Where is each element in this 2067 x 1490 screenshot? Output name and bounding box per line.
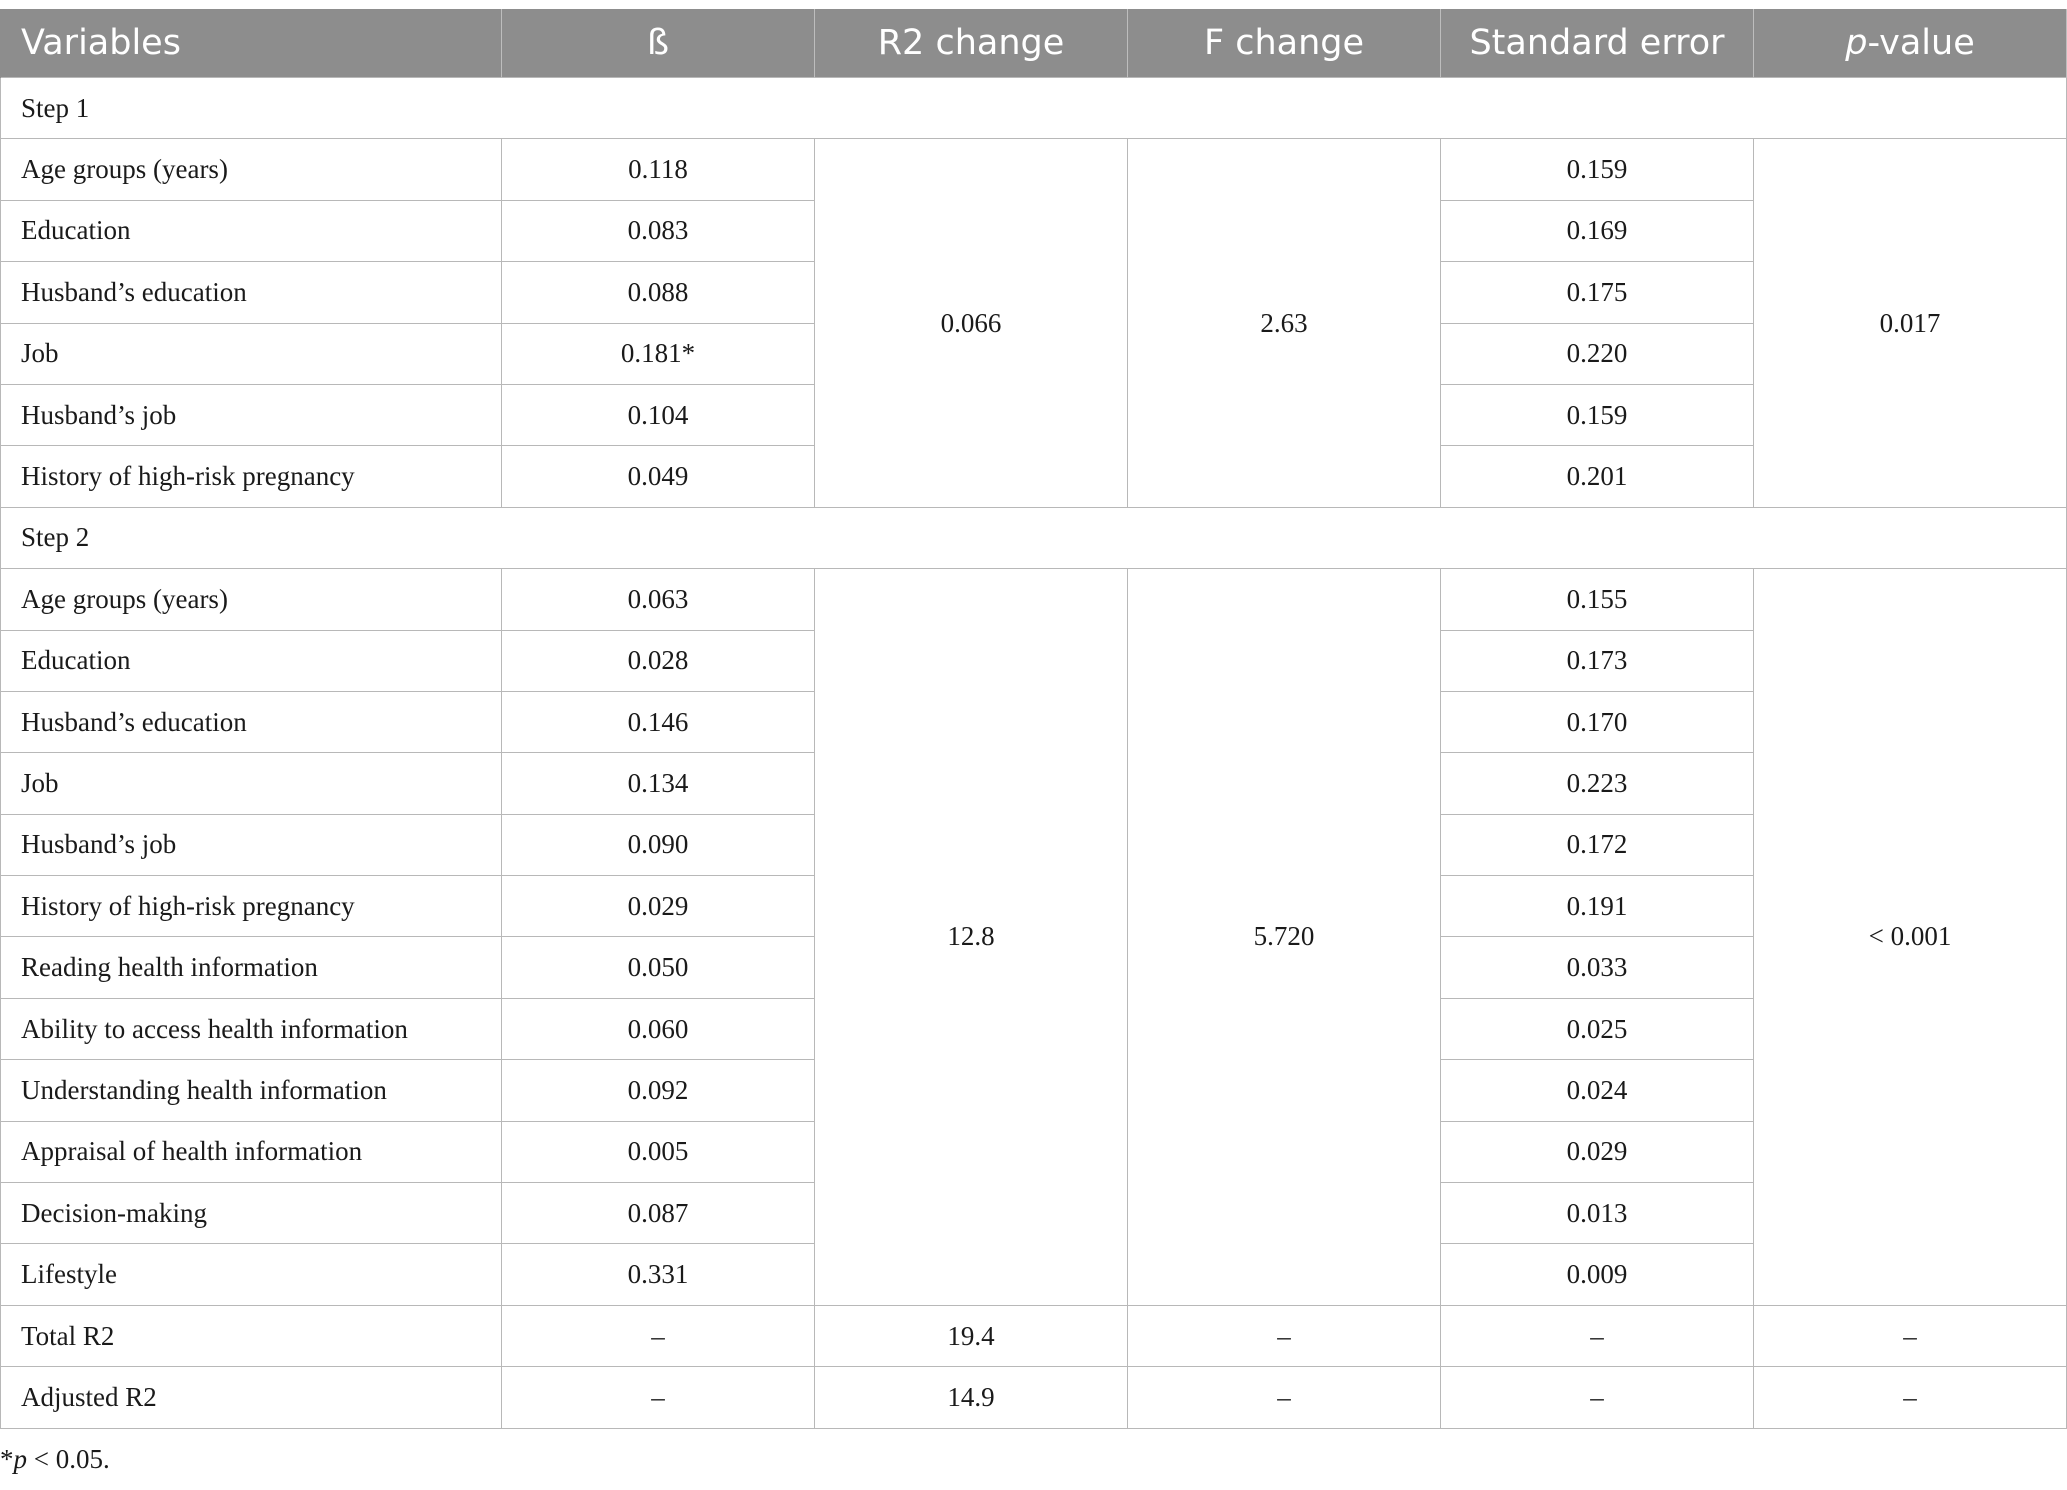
beta-cell: 0.104 xyxy=(502,384,815,445)
table-footnote xyxy=(0,1444,110,1475)
variable-cell: Education xyxy=(1,630,502,691)
step-2-row xyxy=(1,507,2067,568)
beta-cell: 0.092 xyxy=(502,1060,815,1121)
variable-cell: Age groups (years) xyxy=(1,569,502,630)
se-cell: 0.223 xyxy=(1441,753,1754,814)
beta-cell: – xyxy=(502,1367,815,1428)
se-cell: 0.033 xyxy=(1441,937,1754,998)
se-cell: 0.159 xyxy=(1441,384,1754,445)
header-p-value xyxy=(1754,9,2067,78)
variable-cell: Husband’s job xyxy=(1,384,502,445)
beta-cell: 0.118 xyxy=(502,139,815,200)
regression-table-container xyxy=(0,9,2067,1429)
variable-cell: Lifestyle xyxy=(1,1244,502,1305)
beta-cell: 0.134 xyxy=(502,753,815,814)
beta-cell: 0.049 xyxy=(502,446,815,507)
table-row xyxy=(1,569,2067,630)
beta-cell: 0.146 xyxy=(502,691,815,752)
summary-row-total-r2 xyxy=(1,1305,2067,1366)
step-2-r2-change: 12.8 xyxy=(815,569,1128,1306)
variable-cell: Ability to access health information xyxy=(1,998,502,1059)
regression-table xyxy=(0,9,2067,1429)
variable-cell: Appraisal of health information xyxy=(1,1121,502,1182)
table-row xyxy=(1,139,2067,200)
beta-cell: 0.181* xyxy=(502,323,815,384)
footnote-p: p xyxy=(13,1444,27,1474)
se-cell: 0.175 xyxy=(1441,262,1754,323)
se-cell: 0.191 xyxy=(1441,876,1754,937)
header-standard-error: Standard error xyxy=(1441,9,1754,78)
step-2-f-change: 5.720 xyxy=(1128,569,1441,1306)
beta-cell: – xyxy=(502,1305,815,1366)
beta-cell: 0.050 xyxy=(502,937,815,998)
variable-cell: Reading health information xyxy=(1,937,502,998)
step-1-label: Step 1 xyxy=(1,78,2067,139)
se-cell: 0.220 xyxy=(1441,323,1754,384)
summary-row-adjusted-r2 xyxy=(1,1367,2067,1428)
step-1-r2-change: 0.066 xyxy=(815,139,1128,507)
beta-cell: 0.005 xyxy=(502,1121,815,1182)
p-value-cell: – xyxy=(1754,1305,2067,1366)
r2-change-cell: 14.9 xyxy=(815,1367,1128,1428)
variable-cell: Husband’s job xyxy=(1,814,502,875)
variable-cell: Age groups (years) xyxy=(1,139,502,200)
se-cell: 0.009 xyxy=(1441,1244,1754,1305)
variable-cell: Job xyxy=(1,753,502,814)
r2-change-cell: 19.4 xyxy=(815,1305,1128,1366)
se-cell: 0.173 xyxy=(1441,630,1754,691)
beta-cell: 0.090 xyxy=(502,814,815,875)
beta-cell: 0.083 xyxy=(502,200,815,261)
footnote-rest: < 0.05. xyxy=(27,1444,110,1474)
se-cell: 0.169 xyxy=(1441,200,1754,261)
variable-cell: Understanding health information xyxy=(1,1060,502,1121)
footnote-star: * xyxy=(0,1444,14,1474)
beta-cell: 0.331 xyxy=(502,1244,815,1305)
se-cell: 0.172 xyxy=(1441,814,1754,875)
se-cell: 0.025 xyxy=(1441,998,1754,1059)
step-1-f-change: 2.63 xyxy=(1128,139,1441,507)
se-cell: 0.201 xyxy=(1441,446,1754,507)
beta-cell: 0.060 xyxy=(502,998,815,1059)
step-2-label: Step 2 xyxy=(1,507,2067,568)
se-cell: 0.170 xyxy=(1441,691,1754,752)
beta-cell: 0.087 xyxy=(502,1183,815,1244)
beta-cell: 0.088 xyxy=(502,262,815,323)
se-cell: – xyxy=(1441,1367,1754,1428)
se-cell: 0.155 xyxy=(1441,569,1754,630)
variable-cell: Husband’s education xyxy=(1,262,502,323)
se-cell: 0.159 xyxy=(1441,139,1754,200)
step-1-p-value: 0.017 xyxy=(1754,139,2067,507)
f-change-cell: – xyxy=(1128,1367,1441,1428)
variable-cell: Job xyxy=(1,323,502,384)
se-cell: 0.029 xyxy=(1441,1121,1754,1182)
variable-cell: Husband’s education xyxy=(1,691,502,752)
variable-cell: History of high-risk pregnancy xyxy=(1,446,502,507)
variable-cell: Total R2 xyxy=(1,1305,502,1366)
se-cell: 0.013 xyxy=(1441,1183,1754,1244)
beta-cell: 0.028 xyxy=(502,630,815,691)
table-header xyxy=(1,9,2067,78)
header-f-change: F change xyxy=(1128,9,1441,78)
se-cell: 0.024 xyxy=(1441,1060,1754,1121)
step-1-row xyxy=(1,78,2067,139)
p-value-cell: – xyxy=(1754,1367,2067,1428)
variable-cell: Education xyxy=(1,200,502,261)
table-body xyxy=(1,78,2067,1429)
beta-cell: 0.063 xyxy=(502,569,815,630)
header-variables: Variables xyxy=(1,9,502,78)
header-beta: ß xyxy=(502,9,815,78)
beta-cell: 0.029 xyxy=(502,876,815,937)
step-2-p-value: < 0.001 xyxy=(1754,569,2067,1306)
variable-cell: History of high-risk pregnancy xyxy=(1,876,502,937)
f-change-cell: – xyxy=(1128,1305,1441,1366)
header-row xyxy=(1,9,2067,78)
variable-cell: Adjusted R2 xyxy=(1,1367,502,1428)
variable-cell: Decision-making xyxy=(1,1183,502,1244)
header-r2-change: R2 change xyxy=(815,9,1128,78)
header-p-italic: p xyxy=(1845,23,1868,63)
header-p-rest: -value xyxy=(1867,23,1975,63)
se-cell: – xyxy=(1441,1305,1754,1366)
